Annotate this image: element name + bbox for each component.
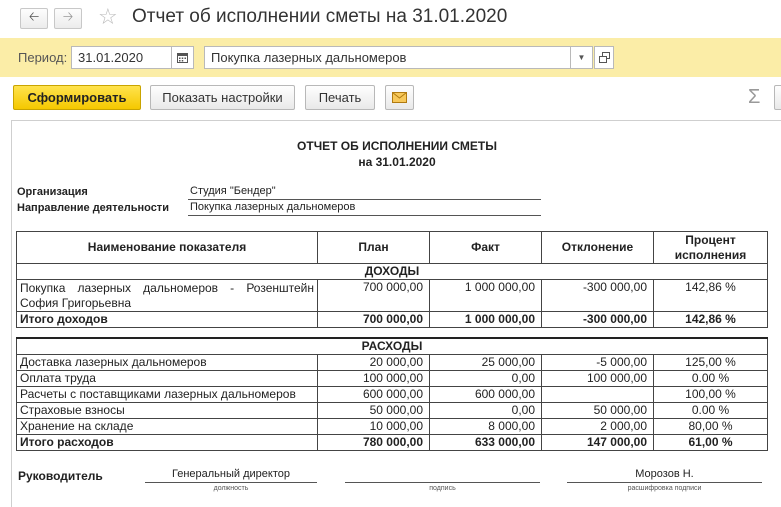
- row-deviation: 50 000,00: [542, 402, 654, 418]
- col-header-deviation: Отклонение: [542, 232, 654, 264]
- organization-label: Организация: [17, 186, 88, 198]
- back-button[interactable]: [20, 8, 48, 29]
- row-plan: 10 000,00: [318, 418, 430, 434]
- name-line: [567, 482, 762, 483]
- report-table: [16, 231, 768, 451]
- row-plan: 20 000,00: [318, 354, 430, 370]
- signature-name: Морозов Н.: [635, 468, 694, 480]
- row-percent: 125,00 %: [654, 354, 768, 370]
- signature-label: Руководитель: [18, 469, 103, 483]
- row-plan: 600 000,00: [318, 386, 430, 402]
- direction-value: Покупка лазерных дальномеров: [188, 201, 541, 216]
- arrow-right-icon: 🡢: [62, 8, 74, 24]
- row-name: Оплата труда: [17, 370, 318, 386]
- direction-label: Направление деятельности: [17, 202, 169, 214]
- expense-total-row: [17, 434, 768, 450]
- income-section-title: ДОХОДЫ: [17, 264, 768, 280]
- position-caption: должность: [213, 485, 249, 492]
- period-bar: [0, 38, 781, 77]
- row-name: Расчеты с поставщиками лазерных дальномеров: [17, 386, 318, 402]
- open-form-icon: [599, 52, 610, 63]
- table-gap: [17, 328, 768, 338]
- show-settings-button[interactable]: Показать настройки: [150, 85, 295, 110]
- sum-icon[interactable]: Σ: [748, 86, 761, 108]
- table-row: [17, 402, 768, 418]
- expense-section-row: [17, 338, 768, 355]
- row-deviation: 2 000,00: [542, 418, 654, 434]
- row-deviation: [542, 386, 654, 402]
- row-percent: 100,00 %: [654, 386, 768, 402]
- col-header-plan: План: [318, 232, 430, 264]
- row-deviation: -5 000,00: [542, 354, 654, 370]
- col-header-percent: Процент исполнения: [654, 232, 768, 264]
- total-deviation: 147 000,00: [542, 434, 654, 450]
- table-row: [17, 418, 768, 434]
- total-percent: 61,00 %: [654, 434, 768, 450]
- open-direction-button[interactable]: [594, 46, 614, 69]
- row-plan: 700 000,00: [318, 280, 430, 312]
- table-row: [17, 354, 768, 370]
- row-percent: 142,86 %: [654, 280, 768, 312]
- print-button[interactable]: Печать: [305, 85, 375, 110]
- direction-dropdown-button[interactable]: [571, 46, 593, 69]
- row-fact: 600 000,00: [430, 386, 542, 402]
- row-deviation: -300 000,00: [542, 280, 654, 312]
- row-name: Покупка лазерных дальномеров - Розенштейн София Григорьевна: [17, 280, 318, 312]
- generate-button[interactable]: Сформировать: [13, 85, 141, 110]
- calendar-button[interactable]: [172, 46, 194, 69]
- income-section-row: [17, 264, 768, 280]
- total-fact: 1 000 000,00: [430, 312, 542, 328]
- total-deviation: -300 000,00: [542, 312, 654, 328]
- more-button[interactable]: [774, 85, 781, 110]
- income-total-row: [17, 312, 768, 328]
- period-label: Период:: [18, 50, 68, 65]
- forward-button[interactable]: [54, 8, 82, 29]
- row-name: Доставка лазерных дальномеров: [17, 354, 318, 370]
- table-header-row: [17, 232, 768, 264]
- report-title: ОТЧЕТ ОБ ИСПОЛНЕНИИ СМЕТЫ: [297, 139, 497, 153]
- sign-caption: подпись: [429, 485, 456, 492]
- row-percent: 0.00 %: [654, 370, 768, 386]
- table-row: [17, 386, 768, 402]
- row-plan: 100 000,00: [318, 370, 430, 386]
- envelope-icon: [392, 92, 407, 103]
- total-percent: 142,86 %: [654, 312, 768, 328]
- row-percent: 80,00 %: [654, 418, 768, 434]
- name-caption: расшифровка подписи: [627, 485, 702, 492]
- organization-value: Студия "Бендер": [188, 185, 541, 200]
- total-name: Итого доходов: [17, 312, 318, 328]
- row-plan: 50 000,00: [318, 402, 430, 418]
- arrow-left-icon: 🡠: [28, 8, 40, 24]
- chevron-down-icon: ▼: [577, 53, 586, 62]
- report-subtitle: на 31.01.2020: [358, 155, 436, 169]
- calendar-icon: [177, 52, 188, 63]
- send-mail-button[interactable]: [385, 85, 414, 110]
- row-deviation: 100 000,00: [542, 370, 654, 386]
- row-fact: 1 000 000,00: [430, 280, 542, 312]
- title-bar: [0, 0, 781, 38]
- expense-section-title: РАСХОДЫ: [17, 338, 768, 355]
- row-fact: 0,00: [430, 370, 542, 386]
- row-fact: 0,00: [430, 402, 542, 418]
- total-name: Итого расходов: [17, 434, 318, 450]
- total-plan: 780 000,00: [318, 434, 430, 450]
- signature-position: Генеральный директор: [172, 468, 290, 480]
- favorite-star-icon[interactable]: ☆: [98, 4, 118, 29]
- sign-line: [345, 482, 540, 483]
- row-fact: 8 000,00: [430, 418, 542, 434]
- table-row: [17, 370, 768, 386]
- row-name: Страховые взносы: [17, 402, 318, 418]
- direction-select[interactable]: Покупка лазерных дальномеров: [204, 46, 571, 69]
- row-name: Хранение на складе: [17, 418, 318, 434]
- col-header-name: Наименование показателя: [17, 232, 318, 264]
- total-fact: 633 000,00: [430, 434, 542, 450]
- position-line: [145, 482, 317, 483]
- row-percent: 0.00 %: [654, 402, 768, 418]
- col-header-fact: Факт: [430, 232, 542, 264]
- total-plan: 700 000,00: [318, 312, 430, 328]
- row-fact: 25 000,00: [430, 354, 542, 370]
- window-title: Отчет об исполнении сметы на 31.01.2020: [132, 6, 508, 27]
- table-row: [17, 280, 768, 312]
- period-date-input[interactable]: 31.01.2020: [71, 46, 172, 69]
- report-sheet: [11, 120, 781, 507]
